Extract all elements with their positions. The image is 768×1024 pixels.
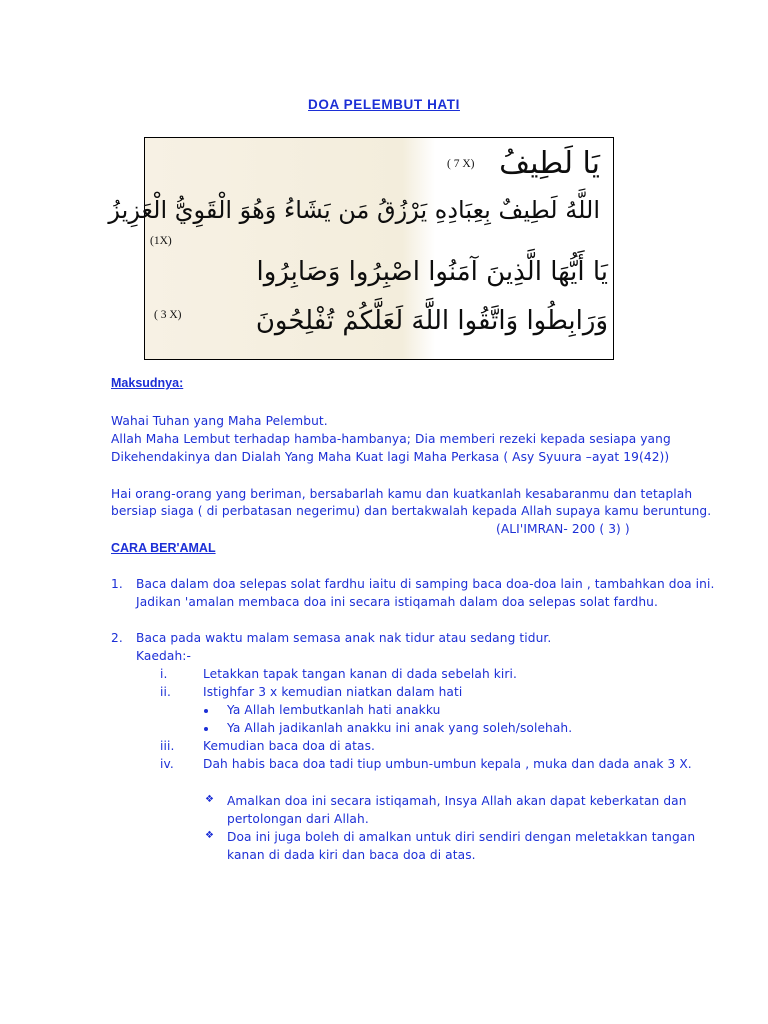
maksudnya-heading: Maksudnya: <box>111 376 184 390</box>
repeat-count-1x: (1X) <box>150 235 172 247</box>
item-1-line-2: Jadikan 'amalan membaca doa ini secara istiqamah dalam doa selepas solat fardhu. <box>136 595 658 609</box>
step-1-text: Letakkan tapak tangan kanan di dada sebelah kiri. <box>203 667 517 681</box>
arabic-line-2: اللَّهُ لَطِيفٌ بِعِبَادِهِ يَرْزُقُ مَن يَشَاءُ وَهُوَ الْقَوِيُّ الْعَزِيزُ <box>108 196 600 224</box>
meaning-line-5: bersiap siaga ( di perbatasan negerimu) dan bertakwalah kepada Allah supaya kamu beruntung. <box>111 504 712 518</box>
note-1-line-2: pertolongan dari Allah. <box>227 812 369 826</box>
bullet-dot <box>204 727 208 731</box>
arabic-line-3: يَا أَيُّهَا الَّذِينَ آمَنُوا اصْبِرُوا وَصَابِرُوا <box>256 257 608 287</box>
note-1-line-1: Amalkan doa ini secara istiqamah, Insya Allah akan dapat keberkatan dan <box>227 794 687 808</box>
meaning-line-1: Wahai Tuhan yang Maha Pelembut. <box>111 414 328 428</box>
step-4-number: iv. <box>160 757 174 771</box>
diamond-bullet-icon: ❖ <box>205 794 214 805</box>
note-2-line-2: kanan di dada kiri dan baca doa di atas. <box>227 848 476 862</box>
step-2-text: Istighfar 3 x kemudian niatkan dalam hati <box>203 685 463 699</box>
meaning-line-4: Hai orang-orang yang beriman, bersabarlah kamu dan kuatkanlah kesabaranmu dan tetaplah <box>111 487 693 501</box>
meaning-line-2: Allah Maha Lembut terhadap hamba-hambanya; Dia memberi rezeki kepada sesiapa yang <box>111 432 671 446</box>
diamond-bullet-icon: ❖ <box>205 830 214 841</box>
bullet-2-text: Ya Allah jadikanlah anakku ini anak yang soleh/solehah. <box>227 721 573 735</box>
bullet-1-text: Ya Allah lembutkanlah hati anakku <box>227 703 441 717</box>
kaedah-label: Kaedah:- <box>136 649 191 663</box>
item-2-number: 2. <box>111 631 123 645</box>
item-2-line: Baca pada waktu malam semasa anak nak tidur atau sedang tidur. <box>136 631 552 645</box>
item-1-number: 1. <box>111 577 123 591</box>
arabic-line-4: وَرَابِطُوا وَاتَّقُوا اللَّهَ لَعَلَّكُمْ تُفْلِحُونَ <box>255 306 608 336</box>
step-2-number: ii. <box>160 685 171 699</box>
repeat-count-7x: ( 7 X) <box>447 158 475 170</box>
meaning-line-3: Dikehendakinya dan Dialah Yang Maha Kuat lagi Maha Perkasa ( Asy Syuura –ayat 19(42)) <box>111 450 670 464</box>
step-4-text: Dah habis baca doa tadi tiup umbun-umbun kepala , muka dan dada anak 3 X. <box>203 757 692 771</box>
step-1-number: i. <box>160 667 168 681</box>
bullet-dot <box>204 709 208 713</box>
verse-reference: (ALI'IMRAN- 200 ( 3) ) <box>496 522 630 536</box>
cara-beramal-heading: CARA BER'AMAL <box>111 541 216 555</box>
repeat-count-3x: ( 3 X) <box>154 309 182 321</box>
step-3-text: Kemudian baca doa di atas. <box>203 739 375 753</box>
item-1-line-1: Baca dalam doa selepas solat fardhu iaitu di samping baca doa-doa lain , tambahkan doa ini. <box>136 577 715 591</box>
note-2-line-1: Doa ini juga boleh di amalkan untuk diri sendiri dengan meletakkan tangan <box>227 830 696 844</box>
arabic-line-1: يَا لَطِيفُ <box>499 146 600 181</box>
page-title: DOA PELEMBUT HATI <box>308 97 460 112</box>
step-3-number: iii. <box>160 739 175 753</box>
